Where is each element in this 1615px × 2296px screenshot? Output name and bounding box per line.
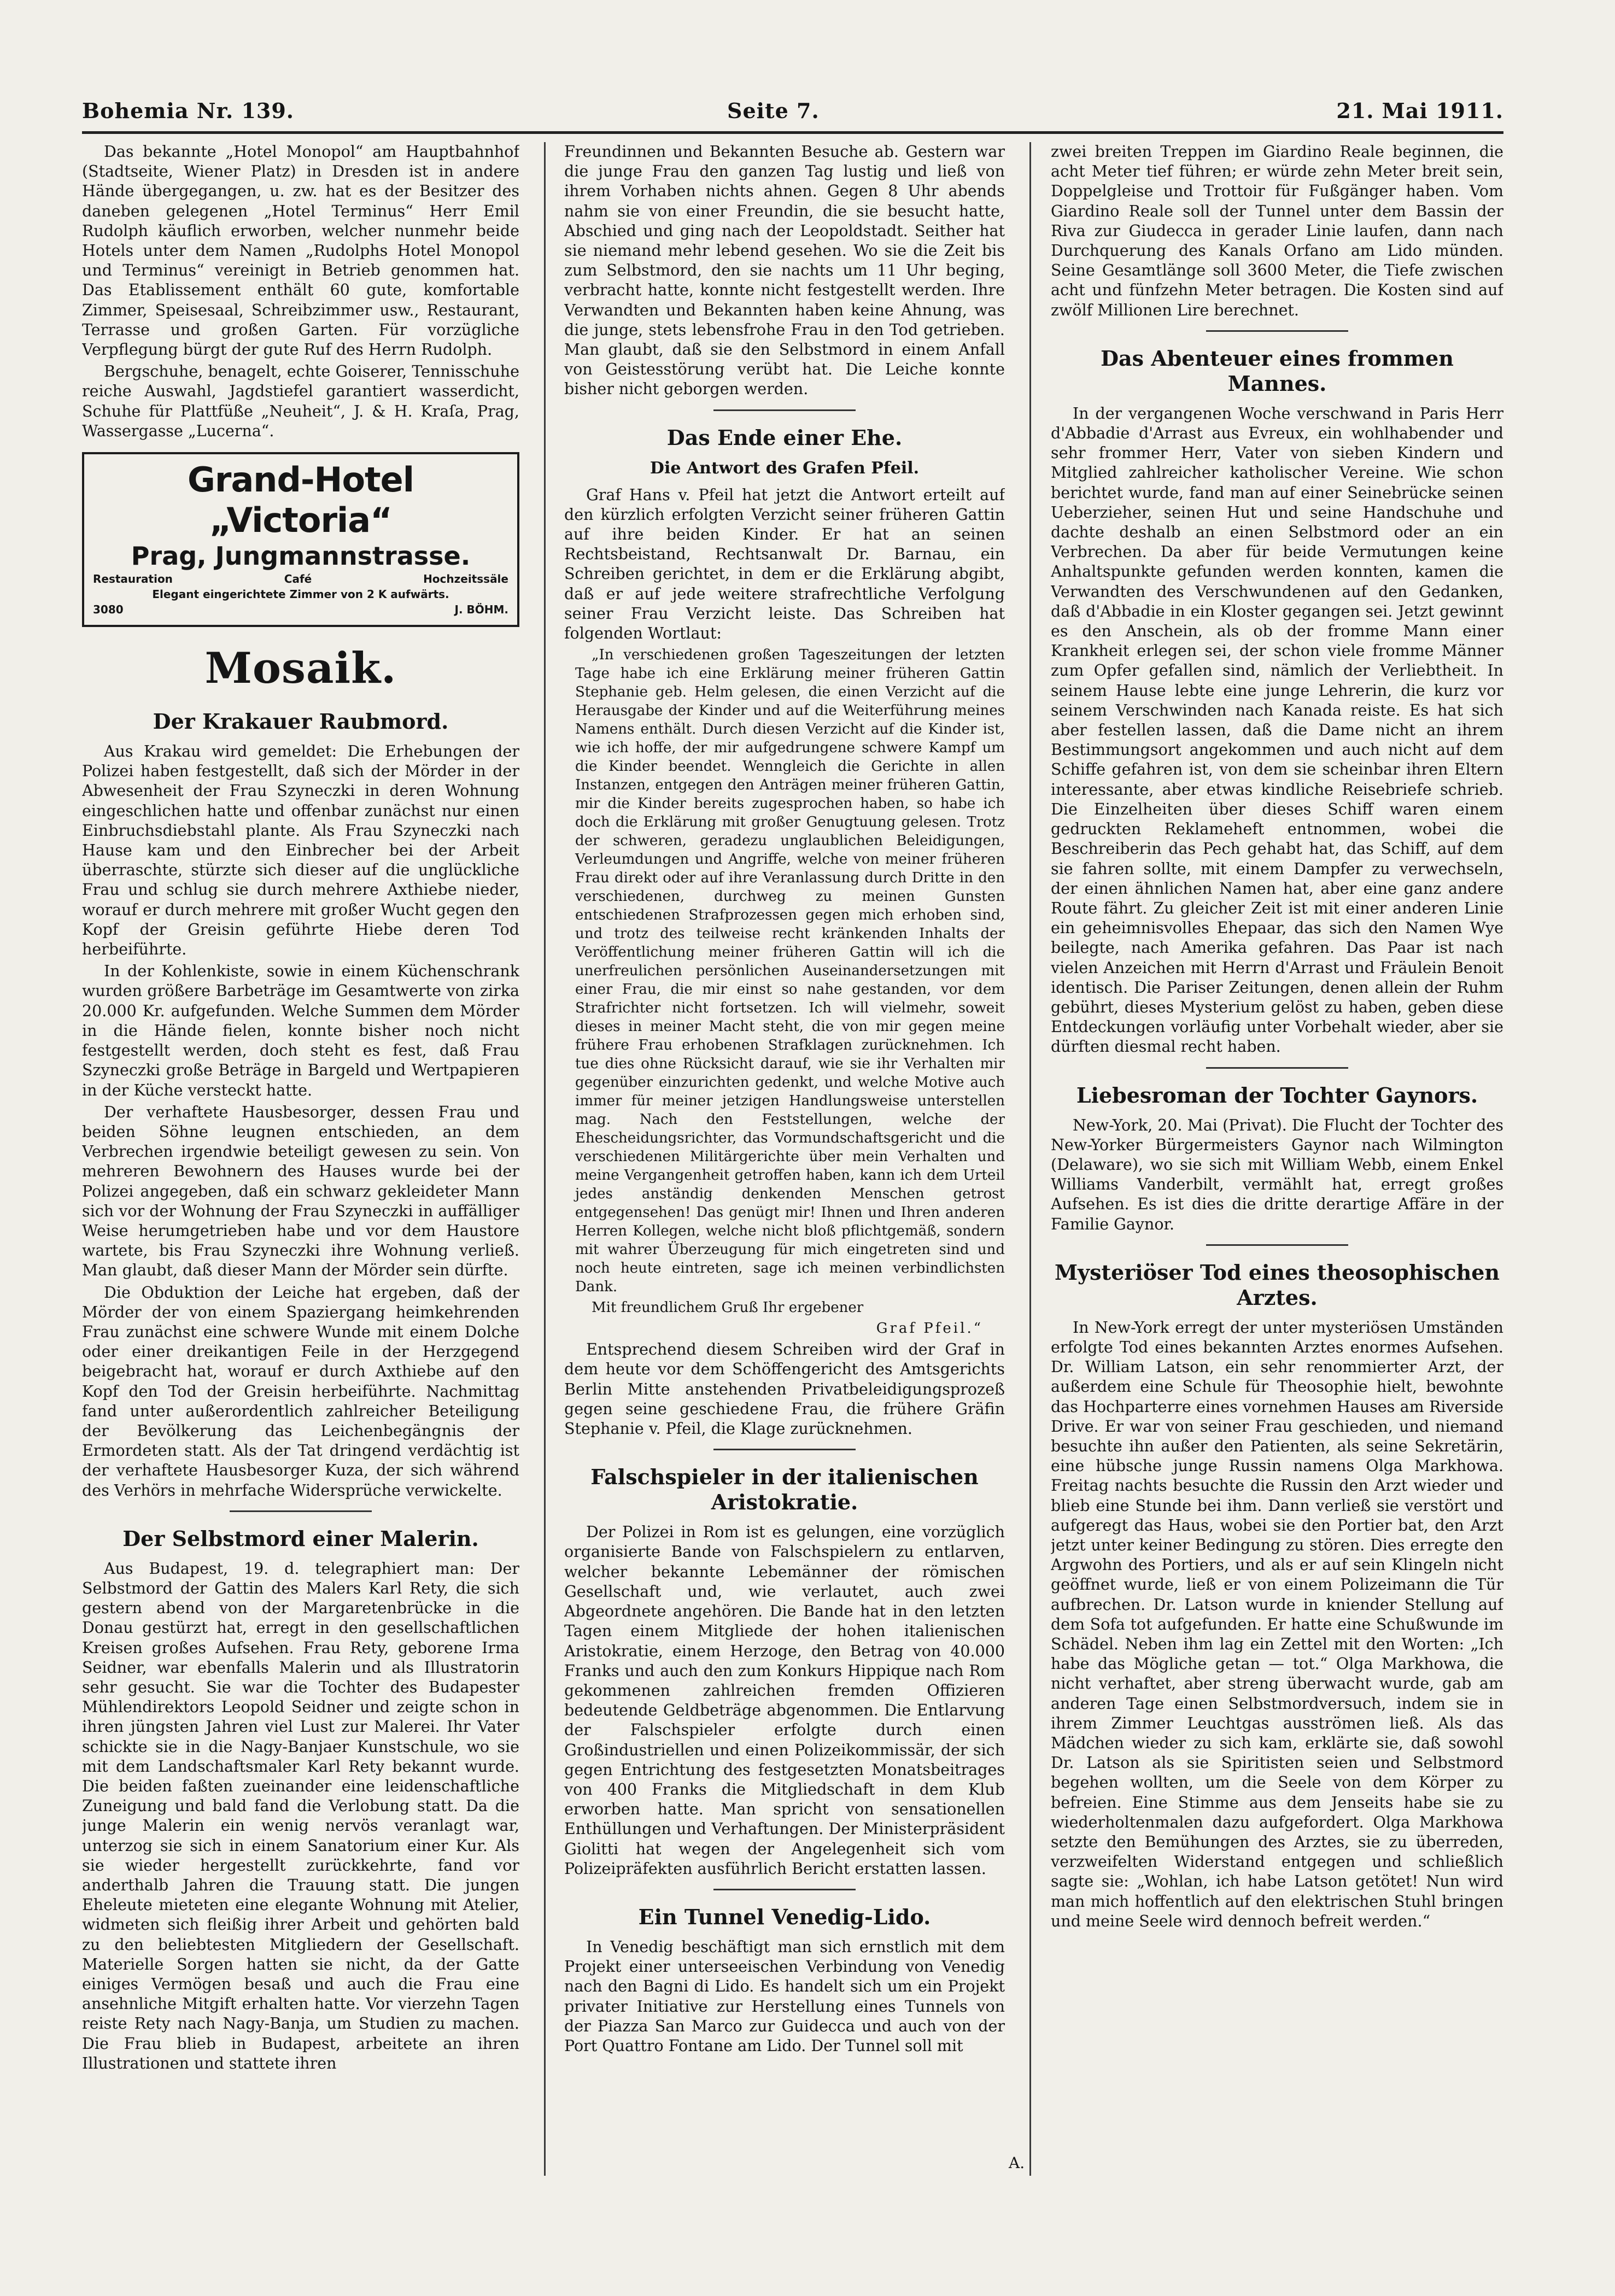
- article-tunnel-continued: zwei breiten Treppen im Giardino Reale beginnen, die acht Meter tief führen; er würde zehn Meter breit sein, Doppelgleise und Trottoir für Fußgänger haben. Vom Giardino Reale soll der Tunnel unter dem Bassin der Riva zur Giudecca in gerader Linie laufen, dann nach Durchquerung des Kanals Orfano am Lido münden. Seine Gesamtlänge soll 3600 Meter, die Tiefe zwischen acht und fünfzehn Meter betragen. Die Kosten sind auf zwölf Millionen Lire berechnet.: [1051, 143, 1503, 319]
- headline-krakauer-raubmord: Der Krakauer Raubmord.: [153, 709, 449, 734]
- ad-code: 3080: [93, 603, 124, 617]
- article-divider: [713, 1889, 856, 1890]
- headline-selbstmord-malerin: Der Selbstmord einer Malerin.: [122, 1526, 479, 1551]
- article-krakau-p1: Aus Krakau wird gemeldet: Die Erhebungen der Polizei haben festgestellt, daß sich der Mörder in der Abwesenheit der Frau Szyneczki in deren Wohnung eingeschlichen hatte und offenbar zunächst nur einen Einbruchsdiebstahl plante. Als Frau Szyneczki nach Hause kam und den Einbrecher bei der Arbeit überraschte, stürzte sich dieser auf die unglückliche Frau und schlug sie durch mehrere Axthiebe nieder, worauf er durch mehrere mit großer Wucht gegen den Kopf der Greisin geführte Hiebe deren Tod herbeiführte.: [82, 742, 519, 959]
- ad-halls: Hochzeitssäle: [423, 572, 508, 586]
- article-krakau-p2: In der Kohlenkiste, sowie in einem Küchenschrank wurden größere Barbeträge im Gesamtwerte von zirka 20.000 Kr. aufgefunden. Welche Summen dem Mörder in die Hände fielen, konnte bisher noch nicht festgestellt werden, doch steht es fest, daß Frau Szyneczki große Beträge in Bargeld und Wertpapieren in der Küche versteckt hatte.: [82, 962, 519, 1099]
- footer-mark: A.: [1009, 2154, 1025, 2172]
- article-divider: [713, 1449, 856, 1450]
- article-divider: [1206, 330, 1348, 332]
- masthead-date: 21. Mai 1911.: [1336, 98, 1503, 123]
- column-separator-1: [544, 142, 546, 2176]
- letter-body: „In verschiedenen großen Tageszeitungen der letzten Tage habe ich eine Erklärung meiner früheren Gattin Stephanie geb. Helm gelesen, die einen Verzicht auf die Herausgabe der Kinder und auf die Weiterführung meines Namens enthält. Durch diesen Verzicht auf die Kinder ist, wie ich hoffe, der mir aufgedrungene schwere Kampf um die Kinder beendet. Wenngleich die Gerichte in allen Instanzen, entgegen den Anträgen meiner früheren Gattin, mir die Kinder bereits zugesprochen haben, so habe ich doch die Erklärung mit großer Genugtuung gelesen. Trotz der schweren, geradezu unglaublichen Beleidigungen, Verleumdungen und Angriffe, welche von meiner früheren Frau direkt oder auf ihre Veranlassung durch Dritte in den verschiedenen, durchweg zu meinen Gunsten entschiedenen Strafprozessen gegen mich erhoben sind, und trotz des teilweise recht kränkenden Inhalts der Veröffentlichung meiner früheren Gattin will ich die unerfreulichen persönlichen Auseinandersetzungen mit einer Frau, die mir einst so nahe gestanden, vor dem Strafrichter nicht fortsetzen. Ich will vielmehr, soweit dieses in meiner Macht steht, die von mir gegen meine frühere Frau erhobenen Strafklagen zurücknehmen. Ich tue dies ohne Rücksicht darauf, wie sie ihr Verhalten mir gegenüber einzurichten gedenkt, und welche Motive auch immer für meiner jetzigen Handlungsweise unterstellen mag. Nach den Feststellungen, welche der Ehescheidungsrichter, das Vormundschaftsgericht und die verschiedenen Militärgerichte über mein Verhalten und meine Vergangenheit getroffen haben, kann ich dem Urteil jedes anständig denkenden Menschen getrost entgegensehen! Das genügt mir! Ihnen und Ihren anderen Herren Kollegen, welche nicht bloß pflichtgemäß, sondern mit wahrer Überzeugung für mich eingetreten sind und noch heute eintreten, sage ich meinen verbindlichsten Dank.: [575, 647, 1005, 1296]
- article-malerin-continued: Freundinnen und Bekannten Besuche ab. Gestern war die junge Frau den ganzen Tag lustig und ließ von ihrem Vorhaben nichts ahnen. Gegen 8 Uhr abends nahm sie von einer Freundin, die sie besucht hatte, Abschied und ging nach der Leopoldstadt. Seither hat sie niemand mehr lebend gesehen. Wo sie die Zeit bis zum Selbstmord, den sie nachts um 11 Uhr beging, verbracht hatte, konnte nicht festgestellt werden. Ihre Verwandten und Bekannten haben keine Ahnung, was die junge, stets lebensfrohe Frau in den Tod getrieben. Man glaubt, daß sie den Selbstmord in einem Anfall von Geistesstörung verübt hat. Die Leiche konnte bisher nicht geborgen werden.: [564, 143, 1005, 399]
- article-krakau-p4: Die Obduktion der Leiche hat ergeben, daß der Mörder der von einem Spaziergang heimkehrenden Frau zunächst eine schwere Wunde mit einem Dolche oder einer dreikantigen Feile in der Herzgegend beigebracht hat, worauf er durch Axthiebe auf den Kopf den Tod der Greisin herbeiführte. Nachmittag fand unter außerordentlich zahlreicher Beteiligung der Bevölkerung das Leichenbegängnis der Ermordeten statt. Als der Tat dringend verdächtig ist der verhaftete Hausbesorger Kuza, der sich während des Verhörs in mehrfache Widersprüche verwickelte.: [82, 1283, 519, 1500]
- letter-graf-pfeil: [575, 646, 1005, 1338]
- section-title-mosaik: Mosaik.: [204, 643, 397, 694]
- column-separator-2: [1029, 142, 1031, 2176]
- article-divider: [1206, 1067, 1348, 1069]
- headline-abenteuer-frommen-mannes: Das Abenteuer eines frommen Mannes.: [1101, 345, 1454, 396]
- ad-rooms: Elegant eingerichtete Zimmer von 2 K aufwärts.: [152, 588, 449, 601]
- article-gaynor-p1: New-York, 20. Mai (Privat). Die Flucht der Tochter des New-Yorker Bürgermeisters Gaynor nach Wilmington (Delaware), wo sie sich mit William Webb, einem Enkel Williams Vanderbilt, vermählt hat, erregt großes Aufsehen. Es ist dies die dritte derartige Affäre in der Familie Gaynor.: [1051, 1116, 1503, 1233]
- letter-signature: Graf Pfeil.“: [876, 1320, 983, 1337]
- article-divider: [1206, 1244, 1348, 1246]
- masthead-page-number: Seite 7.: [727, 98, 820, 123]
- ad-address: Prag, Jungmannstrasse.: [131, 541, 471, 571]
- headline-liebesroman-gaynor: Liebesroman der Tochter Gaynors.: [1076, 1082, 1478, 1108]
- headline-ende-einer-ehe: Das Ende einer Ehe.: [666, 425, 903, 450]
- ad-owner: J. BÖHM.: [454, 603, 508, 617]
- article-divider: [713, 409, 856, 411]
- masthead: [82, 93, 1503, 131]
- masthead-rule: [82, 131, 1503, 134]
- advertisement-grand-hotel-victoria: [82, 452, 519, 627]
- ad-cafe: Café: [284, 572, 312, 586]
- notice-bergschuhe: Bergschuhe, benagelt, echte Goiserer, Tennisschuhe reiche Auswahl, Jagdstiefel garantiert wasserdicht, Schuhe für Plattfüße „Neuheit“, J. & H. Kraſa, Prag, Wassergasse „Lucerna“.: [82, 362, 519, 440]
- article-tod-p1: In New-York erregt der unter mysteriösen Umständen erfolgte Tod eines bekannten Arztes enormes Aufsehen. Dr. William Latson, ein sehr renommierter Arzt, der außerdem eine Schule für Theosophie hielt, bewohnte das Hochparterre eines vornehmen Hauses am Riverside Drive. Er war von seiner Frau geschieden, und niemand besuchte ihn außer den Patienten, als seine Sekretärin, eine hübsche junge Russin namens Olga Markhowa. Freitag nachts besuchte die Russin den Arzt wieder und blieb eine Stunde bei ihm. Dann verließ sie verstört und aufgeregt das Haus, wobei sie den Portier bat, den Arzt jetzt unter keiner Bedingung zu stören. Dies erregte den Argwohn des Portiers, und als er auf sein Klingeln nicht geöffnet wurde, ließ er von einem Polizeimann die Tür aufbrechen. Dr. Latson wurde in kniender Stellung auf dem Sofa tot aufgefunden. Er hatte eine Schußwunde im Schädel. Neben ihm lag ein Zettel mit den Worten: „Ich habe das Mögliche getan — tot.“ Olga Markhowa, die nicht verhaftet, aber streng überwacht wurde, gab am anderen Tage einen Selbstmordversuch, indem sie in ihrem Zimmer Leuchtgas ausströmen ließ. Als das Mädchen wieder zu sich kam, erklärte sie, daß sowohl Dr. Latson als sie Spiritisten seien und Selbstmord begehen wollten, um die Seele von dem Körper zu befreien. Eine Stimme aus dem Jenseits habe sie zu wiederholtenmalen dazu aufgefordert. Olga Markhowa setzte den Bemühungen des Arztes, sie zu überreden, verzweifelten Widerstand entgegen und schließlich sagte sie: „Wohlan, ich habe Latson getötet! Nun wird man mich hoffentlich auf den elektrischen Stuhl bringen und meine Seele wird dennoch befreit werden.“: [1051, 1318, 1503, 1930]
- notice-hotel-monopol: Das bekannte „Hotel Monopol“ am Hauptbahnhof (Stadtseite, Wiener Platz) in Dresden ist in andere Hände übergegangen, u. zw. hat es der Besitzer des daneben gelegenen „Hotel Terminus“ Herr Emil Rudolph käuflich erworben, welcher nunmehr beide Hotels unter dem Namen „Rudolphs Hotel Monopol und Terminus“ vereinigt in Betrieb genommen hat. Das Etablissement enthält 60 gute, komfortable Zimmer, Speisesaal, Schreibzimmer usw., Restaurant, Terrasse und großen Garten. Für vorzügliche Verpflegung bürgt der gute Ruf des Herrn Rudolph.: [82, 143, 519, 359]
- headline-mysterioeser-tod: Mysteriöser Tod eines theosophischen Arztes.: [1054, 1260, 1500, 1310]
- article-ehe-p1: Graf Hans v. Pfeil hat jetzt die Antwort erteilt auf den kürzlich erfolgten Verzicht seiner früheren Gattin auf ihre beiden Kinder. Er hat an seinen Rechtsbeistand, Rechtsanwalt Dr. Barnau, ein Schreiben gerichtet, in dem er die Erklärung abgibt, daß er auf jede weitere strafrechtliche Verfolgung seiner Frau Verzicht leiste. Das Schreiben hat folgenden Wortlaut:: [564, 485, 1005, 643]
- column-2: [564, 142, 1005, 2187]
- ad-title: Grand-Hotel „Victoria“: [188, 460, 414, 541]
- article-krakau-p3: Der verhaftete Hausbesorger, dessen Frau und beiden Söhne leugnen entschieden, an dem Verbrechen irgendwie beteiligt gewesen zu sein. Von mehreren Bewohnern des Hauses wurde bei der Polizei angegeben, daß ein schwarz gekleideter Mann sich vor der Wohnung der Frau Szyneczki in auffälliger Weise herumgetrieben habe und vor dem Haustore wartete, bis Frau Szyneczki ihre Wohnung verließ. Man glaubt, daß dieser Mann der Mörder sein dürfte.: [82, 1103, 519, 1280]
- headline-falschspieler: Falschspieler in der italienischen Aristokratie.: [590, 1465, 979, 1515]
- newspaper-page: [82, 93, 1503, 2198]
- article-ehe-p2: Entsprechend diesem Schreiben wird der Graf in dem heute vor dem Schöffengericht des Amtsgerichts Berlin Mitte anstehenden Privatbeleidigungsprozeß gegen seine geschiedene Frau, die frühere Gräfin Stephanie v. Pfeil, die Klage zurücknehmen.: [564, 1340, 1005, 1438]
- masthead-issue: Bohemia Nr. 139.: [82, 98, 295, 123]
- article-tunnel-p1: In Venedig beschäftigt man sich ernstlich mit dem Projekt einer unterseeischen Verbindung von Venedig nach den Bagni di Lido. Es handelt sich um ein Projekt privater Initiative zur Herstellung eines Tunnels von der Piazza San Marco zur Guidecca und auch von der Port Quattro Fontane am Lido. Der Tunnel soll mit: [564, 1937, 1005, 2055]
- ad-restaurant: Restauration: [93, 572, 173, 586]
- headline-tunnel-venedig-lido: Ein Tunnel Venedig-Lido.: [638, 1904, 931, 1929]
- article-malerin-p1: Aus Budapest, 19. d. telegraphiert man: Der Selbstmord der Gattin des Malers Karl Rety, die sich gestern abend von der Margaretenbrücke in die Donau gestürzt hat, erregt in den gesellschaftlichen Kreisen großes Aufsehen. Frau Rety, geborene Irma Seidner, war ebenfalls Malerin und als Illustratorin sehr gesucht. Sie war die Tochter des Budapester Mühlendirektors Leopold Seidner und zeigte schon in ihren jüngsten Jahren viel Lust zur Malerei. Ihr Vater schickte sie in die Nagy-Banjaer Kunstschule, wo sie mit dem Landschaftsmaler Karl Rety bekannt wurde. Die beiden faßten zueinander eine leidenschaftliche Zuneigung und bald fand die Verlobung statt. Da die junge Malerin ein wenig nervös veranlagt war, unterzog sie sich in einem Sanatorium einer Kur. Als sie wieder hergestellt zurückkehrte, fand vor anderthalb Jahren die Trauung statt. Die jungen Eheleute mieteten eine elegante Wohnung mit Atelier, widmeten sich fleißig ihrer Arbeit und gehörten bald zu den beliebtesten Mitgliedern der Gesellschaft. Materielle Sorgen hatten sie nicht, da der Gatte einiges Vermögen besaß und auch die Frau eine ansehnliche Mitgift erhalten hatte. Vor vierzehn Tagen reiste Rety nach Nagy-Banja, um Studien zu machen. Die Frau blieb in Budapest, arbeitete an ihren Illustrationen und stattete ihren: [82, 1559, 519, 2072]
- ad-amenities: [93, 571, 508, 587]
- ad-footer: [93, 602, 508, 617]
- subheadline-antwort-grafen-pfeil: Die Antwort des Grafen Pfeil.: [649, 458, 920, 478]
- article-falschspieler-p1: Der Polizei in Rom ist es gelungen, eine vorzüglich organisierte Bande von Falschspielern zu entlarven, welcher bekannte Lebemänner der römischen Gesellschaft und, wie verlautet, auch zwei Abgeordnete angehören. Die Bande hat in den letzten Tagen einem Mitgliede der hohen italienischen Aristokratie, einem Herzoge, den Betrag von 40.000 Franks und auch den zum Konkurs Hippique nach Rom gekommenen zahlreichen fremden Offizieren bedeutende Geldbeträge abgenommen. Die Entlarvung der Falschspieler erfolgte durch einen Großindustriellen und einen Polizeikommissär, der sich gegen Entrichtung des festgesetzten Monatsbeitrages von 400 Franks die Mitgliedschaft in dem Klub erworben hatte. Man spricht von sensationellen Enthüllungen und Verhaftungen. Der Ministerpräsident Giolitti hat wegen der Angelegenheit sich vom Polizeipräfekten ausführlich Bericht erstatten lassen.: [564, 1523, 1005, 1878]
- column-3: [1051, 142, 1503, 2187]
- letter-closing: Mit freundlichem Gruß Ihr ergebener: [592, 1299, 864, 1316]
- article-abenteuer-p1: In der vergangenen Woche verschwand in Paris Herr d'Abbadie d'Arrast aus Evreux, ein wohlhabender und sehr frommer Herr, Vater von sieben Kindern und Mitglied zahlreicher katholischer Vereine. Wie schon berichtet wurde, fand man auf einer Seinebrücke seinen Ueberzieher, seinen Hut und seine Handschuhe und dachte deshalb an einen Selbstmord oder an ein Verbrechen. Da aber für beide Vermutungen keine Anhaltspunkte gefunden werden konnten, kamen die Verwandten des Verschwundenen auf den Gedanken, daß d'Abbadie in ein Kloster gegangen sei. Jetzt gewinnt es den Anschein, als ob der fromme Mann einer Krankheit erlegen sei, der schon viele fromme Männer zum Opfer gefallen sind, nämlich der Verliebtheit. In seinem Hause lebte eine junge Lehrerin, die kurz vor seinem Verschwinden nach Kanada reiste. Es hat sich aber festellen lassen, daß die Dame nicht an ihrem Bestimmungsort angekommen und auch nicht auf dem Schiffe gefahren ist, von dem sie scheinbar ihren Eltern interessante, aber etwas kindliche Reisebriefe schrieb. Die Einzelheiten über dieses Schiff waren einem gedruckten Reklameheft entnommen, wobei die Beschreiberin das Pech gehabt hat, das Schiff, auf dem sie fahren sollte, mit einem Dampfer zu verwechseln, der einen ähnlichen Namen hat, aber eine ganz andere Route fährt. Zu gleicher Zeit ist mit einer anderen Linie ein geheimnisvolles Ehepaar, das sich den Namen Wye beilegte, nach Amerika gefahren. Das Paar ist nach vielen Anzeichen mit Herrn d'Arrast und Fräulein Benoit identisch. Die Pariser Zeitungen, denen allein der Ruhm gebührt, dieses Mysterium gelöst zu haben, geben diese Entdeckungen vorläufig unter Vorbehalt wieder, aber sie dürften diesmal recht haben.: [1051, 404, 1503, 1056]
- column-1: [82, 142, 519, 2187]
- article-divider: [230, 1510, 372, 1512]
